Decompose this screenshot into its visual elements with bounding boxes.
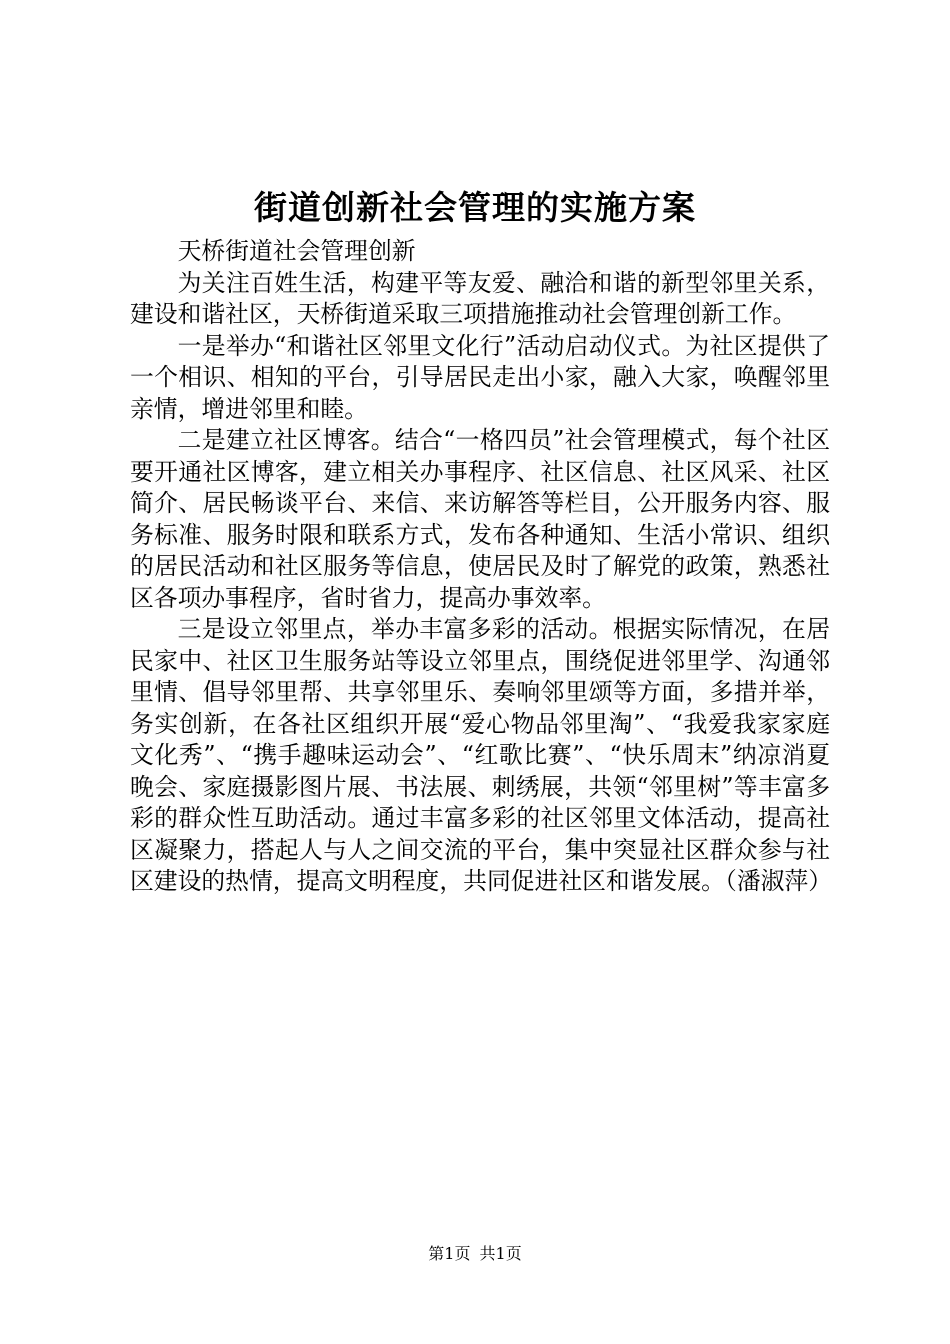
intro-paragraph: 为关注百姓生活，构建平等友爱、融洽和谐的新型邻里关系，建设和谐社区，天桥街道采取三项措施推动社会管理创新工作。	[130, 268, 830, 328]
page-title: 街道创新社会管理的实施方案	[254, 188, 696, 227]
page-number-footer: 第1页 共1页	[428, 1244, 522, 1263]
measure-two-paragraph: 二是建立社区博客。结合“一格四员”社会管理模式，每个社区要开通社区博客，建立相关办事程序、社区信息、社区风采、社区简介、居民畅谈平台、来信、来访解答等栏目，公开服务内容、服务标准、服务时限和联系方式，发布各种通知、生活小常识、组织的居民活动和社区服务等信息，使居民及时了解党的政策，熟悉社区各项办事程序，省时省力，提高办事效率。	[130, 426, 830, 612]
measure-one-paragraph: 一是举办“和谐社区邻里文化行”活动启动仪式。为社区提供了一个相识、相知的平台，引导居民走出小家，融入大家，唤醒邻里亲情，增进邻里和睦。	[130, 331, 830, 423]
subtitle-paragraph: 天桥街道社会管理创新	[177, 237, 416, 265]
measure-three-paragraph: 三是设立邻里点，举办丰富多彩的活动。根据实际情况，在居民家中、社区卫生服务站等设立邻里点，围绕促进邻里学、沟通邻里情、倡导邻里帮、共享邻里乐、奏响邻里颂等方面，多措并举，务实创新，在各社区组织开展“爱心物品邻里淘”、“我爱我家家庭文化秀”、“携手趣味运动会”、“红歌比赛”、“快乐周末”纳凉消夏晚会、家庭摄影图片展、书法展、刺绣展，共领“邻里树”等丰富多彩的群众性互助活动。通过丰富多彩的社区邻里文体活动，提高社区凝聚力，搭起人与人之间交流的平台，集中突显社区群众参与社区建设的热情，提高文明程度，共同促进社区和谐发展。（潘淑萍）	[130, 615, 833, 895]
document-body	[130, 236, 833, 898]
